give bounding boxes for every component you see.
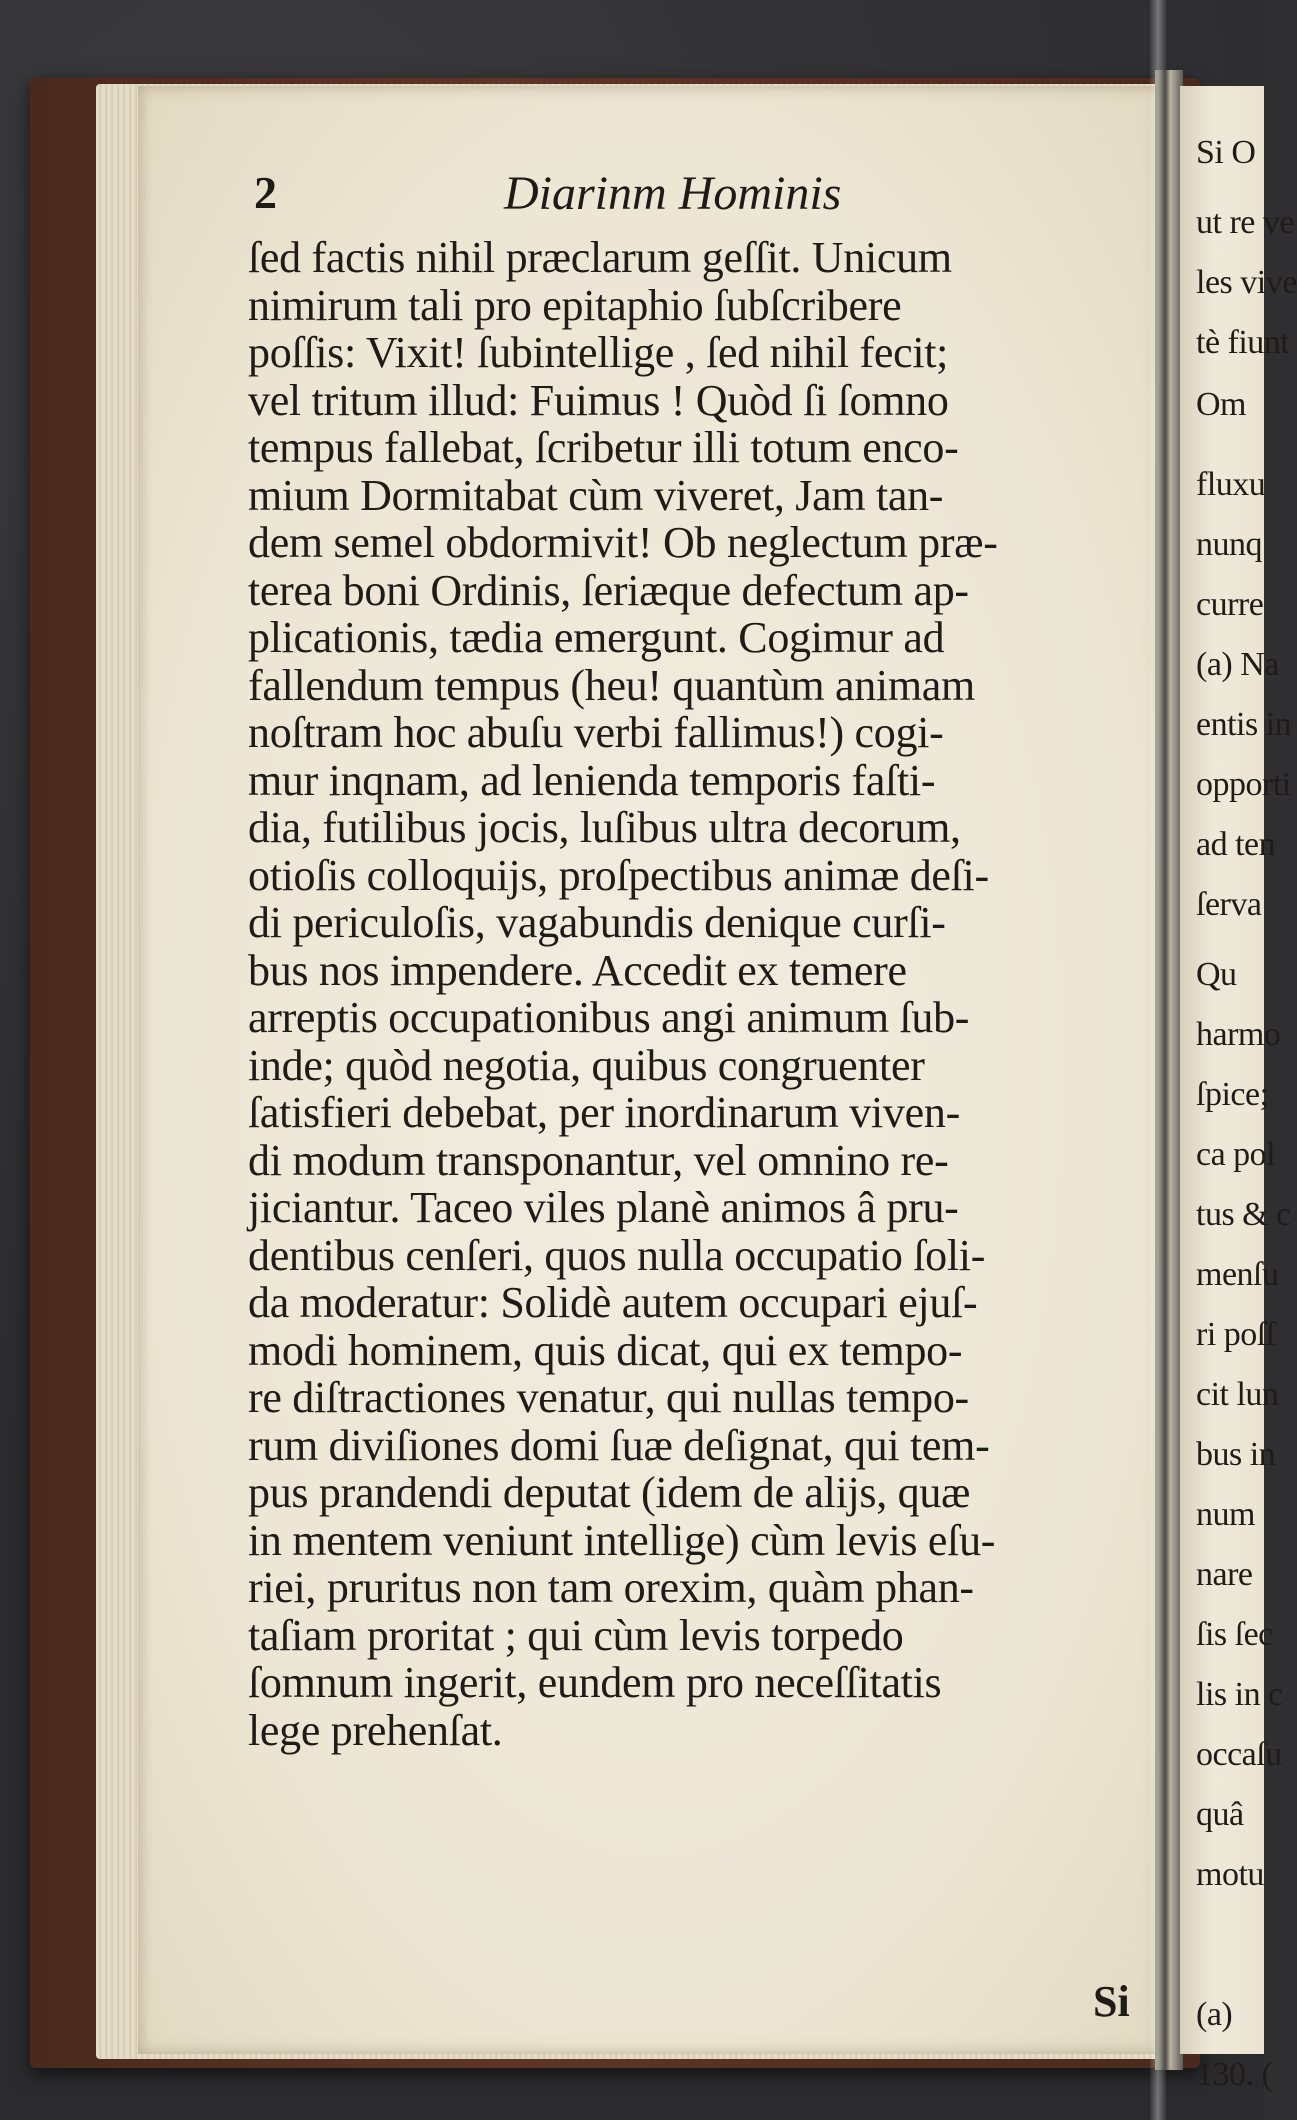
text-line: modi hominem, quis dicat, qui ex tempo- <box>248 1325 963 1375</box>
text-line: ſatisfieri debebat, per inordinarum viven- <box>248 1088 960 1137</box>
page-header <box>254 166 1094 236</box>
right-page-line: ſpice; <box>1196 1076 1269 1113</box>
right-page-line: Si O <box>1196 134 1256 171</box>
text-line: noſtram hoc abuſu verbi fallimus!) cogi- <box>248 708 944 757</box>
text-line: dia, futilibus jocis, luſibus ultra decorum, <box>248 803 961 852</box>
right-page-line: nare <box>1196 1556 1253 1593</box>
right-page-line: ri poſſ <box>1196 1316 1275 1353</box>
right-page-line: tè fiunt <box>1196 324 1290 361</box>
right-page-line: ad ten <box>1196 826 1276 863</box>
text-line: nimirum tali pro epitaphio ſubſcribere <box>248 280 902 330</box>
right-page-line: (a) Na <box>1196 646 1279 683</box>
body-text <box>248 234 1148 1754</box>
left-page <box>138 86 1168 2054</box>
text-line: rum diviſiones domi ſuæ deſignat, qui tem- <box>248 1420 990 1470</box>
text-line: terea boni Ordinis, ſeriæque defectum ap- <box>248 565 969 615</box>
text-line: otioſis colloquijs, proſpectibus animæ deſi- <box>248 850 989 900</box>
text-line: re diſtractiones venatur, qui nullas tempo- <box>248 1373 969 1422</box>
text-line: vel tritum illud: Fuimus ! Quòd ſi ſomno <box>248 375 949 425</box>
text-line: bus nos impendere. Accedit ex temere <box>248 945 907 995</box>
page-number: 2 <box>254 167 277 218</box>
text-line: arreptis occupationibus angi animum ſub- <box>248 993 970 1042</box>
text-line: pus prandendi deputat (idem de alijs, quæ <box>248 1468 971 1517</box>
right-page-line: bus in <box>1196 1436 1276 1473</box>
right-page-line: fluxu <box>1196 466 1266 503</box>
right-page-line: tus & c <box>1196 1196 1291 1233</box>
text-line: riei, pruritus non tam orexim, quàm phan- <box>248 1563 974 1612</box>
right-page-line: harmo <box>1196 1016 1281 1053</box>
text-line: di modum transponantur, vel omnino re- <box>248 1135 949 1185</box>
text-line: ſomnum ingerit, eundem pro neceſſitatis <box>248 1658 942 1707</box>
right-page-line: ut re ve <box>1196 204 1294 241</box>
text-line: inde; quòd negotia, quibus congruenter <box>248 1040 925 1090</box>
catchword: Si <box>1093 1977 1130 2026</box>
running-head: Diarinm Hominis <box>504 167 842 220</box>
right-page-line: ſerva <box>1196 886 1262 923</box>
right-page-fragment <box>1180 86 1297 2093</box>
text-line: ſed factis nihil præclarum geſſit. Unicum <box>248 233 952 282</box>
text-line: plicationis, tædia emergunt. Cogimur ad <box>248 613 945 662</box>
right-page-line: 130. ( <box>1196 2056 1273 2093</box>
right-page-line: cit lun <box>1196 1376 1279 1413</box>
right-page-line: lis in c <box>1196 1676 1283 1713</box>
text-line: dentibus cenſeri, quos nulla occupatio ſoli- <box>248 1230 986 1280</box>
right-page-line: occaſu <box>1196 1736 1282 1773</box>
text-line: da moderatur: Solidè autem occupari ejuſ- <box>248 1278 978 1327</box>
text-line: di periculoſis, vagabundis denique curſi- <box>248 898 946 947</box>
text-line: mium Dormitabat cùm viveret, Jam tan- <box>248 470 944 520</box>
right-page-line: motu <box>1196 1856 1264 1893</box>
right-page-line: Om <box>1196 386 1246 423</box>
right-page-line: nunq <box>1196 526 1262 563</box>
text-line: tempus fallebat, ſcribetur illi totum enco- <box>248 423 959 472</box>
text-line: dem semel obdormivit! Ob neglectum præ- <box>248 518 998 567</box>
right-page-line: ca pol <box>1196 1136 1276 1173</box>
right-page-line: ſis ſec <box>1196 1616 1273 1653</box>
right-page-line: entis in <box>1196 706 1292 743</box>
right-page-line: curre <box>1196 586 1264 623</box>
text-line: mur inqnam, ad lenienda temporis faſti- <box>248 755 936 805</box>
text-line: in mentem veniunt intellige) cùm levis eſu- <box>248 1515 996 1565</box>
right-page-line: quâ <box>1196 1796 1244 1833</box>
right-page-line: (a) <box>1196 1996 1233 2033</box>
right-page-line: num <box>1196 1496 1255 1533</box>
text-line: jiciantur. Taceo viles planè animos â pru- <box>248 1183 959 1232</box>
right-page-line: Qu <box>1196 956 1237 993</box>
text-line: taſiam proritat ; qui cùm levis torpedo <box>248 1610 904 1660</box>
right-page-line: les vive <box>1196 264 1297 301</box>
text-line: poſſis: Vixit! ſubintellige , ſed nihil fecit; <box>248 328 949 377</box>
text-line: fallendum tempus (heu! quantùm animam <box>248 660 975 710</box>
glass-edge <box>1150 0 1166 2120</box>
right-page-line: opporti <box>1196 766 1291 803</box>
right-page-line: menſu <box>1196 1256 1279 1293</box>
text-line: lege prehenſat. <box>248 1705 503 1755</box>
